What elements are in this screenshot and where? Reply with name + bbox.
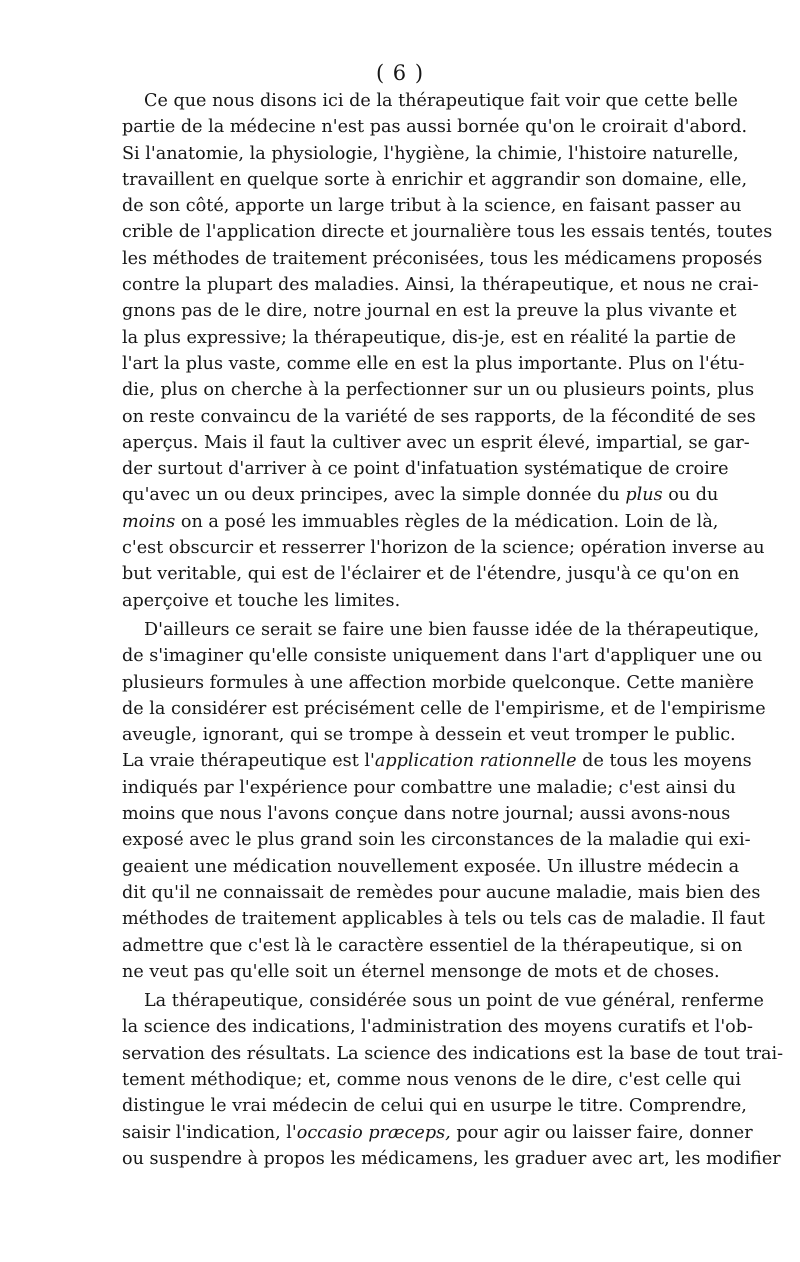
italic-phrase: application rationnelle — [374, 751, 577, 772]
text-body — [122, 88, 784, 1172]
text-line: ne veut pas qu'elle soit un éternel mensonge de mots et de choses. — [122, 961, 720, 982]
text-run: qu'avec un ou deux principes, avec la simple donnée du — [122, 485, 626, 506]
text-run: de tous les moyens — [576, 751, 752, 772]
text-line: de la considérer est précisément celle de l'empirisme, et de l'empirisme — [122, 698, 766, 719]
text-line: ou suspendre à propos les médicamens, les graduer avec art, les modifier — [122, 1148, 781, 1169]
text-line: l'art la plus vaste, comme elle en est la plus importante. Plus on l'étu- — [122, 353, 745, 374]
text-line: dit qu'il ne connaissait de remèdes pour aucune maladie, mais bien des — [122, 882, 761, 903]
italic-phrase: occasio præceps, — [296, 1122, 451, 1143]
text-line: on reste convaincu de la variété de ses rapports, de la fécondité de ses — [122, 406, 756, 427]
text-line: crible de l'application directe et journalière tous les essais tentés, toutes — [122, 222, 773, 243]
text-line: La thérapeutique, considérée sous un point de vue général, renferme — [144, 991, 764, 1012]
text-line: servation des résultats. La science des indications est la base de tout trai- — [122, 1043, 784, 1064]
text-line: c'est obscurcir et resserrer l'horizon de la science; opération inverse au — [122, 538, 765, 559]
page-number: ( 6 ) — [375, 61, 425, 85]
text-line: de s'imaginer qu'elle consiste uniquement dans l'art d'appliquer une ou — [122, 646, 763, 667]
text-line: méthodes de traitement applicables à tels ou tels cas de maladie. Il faut — [122, 909, 765, 930]
italic-word-moins: moins — [122, 511, 176, 532]
text-line: distingue le vrai médecin de celui qui en usurpe le titre. Comprendre, — [122, 1096, 747, 1117]
text-line: travaillent en quelque sorte à enrichir et aggrandir son domaine, elle, — [122, 169, 748, 190]
italic-word-plus: plus — [625, 485, 663, 506]
text-line: die, plus on cherche à la perfectionner sur un ou plusieurs points, plus — [122, 380, 755, 401]
text-line: exposé avec le plus grand soin les circonstances de la maladie qui exi- — [122, 830, 751, 851]
text-run: ou du — [662, 485, 719, 506]
text-line: admettre que c'est là le caractère essentiel de la thérapeutique, si on — [122, 935, 743, 956]
text-line: der surtout d'arriver à ce point d'infatuation systématique de croire — [122, 459, 729, 480]
text-run: pour agir ou laisser faire, donner — [450, 1122, 753, 1143]
text-line: geaient une médication nouvellement exposée. Un illustre médecin a — [122, 856, 740, 877]
text-line: les méthodes de traitement préconisées, tous les médicamens proposés — [122, 248, 763, 269]
text-line — [122, 482, 719, 508]
text-line — [122, 509, 719, 535]
text-line: de son côté, apporte un large tribut à la science, en faisant passer au — [122, 196, 742, 217]
text-line: aveugle, ignorant, qui se trompe à dessein et veut tromper le public. — [122, 725, 736, 746]
text-line — [122, 748, 752, 774]
text-line: but veritable, qui est de l'éclairer et de l'étendre, jusqu'à ce qu'on en — [122, 564, 740, 585]
text-run: La vraie thérapeutique est l' — [122, 751, 375, 772]
text-line: gnons pas de le dire, notre journal en est la preuve la plus vivante et — [122, 301, 737, 322]
text-line: indiqués par l'expérience pour combattre une maladie; c'est ainsi du — [122, 777, 736, 798]
text-line: plusieurs formules à une affection morbide quelconque. Cette manière — [122, 672, 754, 693]
text-line — [122, 1120, 753, 1146]
text-line: D'ailleurs ce serait se faire une bien fausse idée de la thérapeutique, — [144, 619, 760, 640]
text-line: contre la plupart des maladies. Ainsi, la thérapeutique, et nous ne crai- — [122, 275, 759, 296]
text-line: aperçoive et touche les limites. — [122, 590, 401, 611]
text-line: la plus expressive; la thérapeutique, dis-je, est en réalité la partie de — [122, 327, 737, 348]
text-line: tement méthodique; et, comme nous venons de le dire, c'est celle qui — [122, 1069, 741, 1090]
text-line: la science des indications, l'administration des moyens curatifs et l'ob- — [122, 1017, 753, 1038]
text-line: partie de la médecine n'est pas aussi bornée qu'on le croirait d'abord. — [122, 117, 748, 138]
paragraph-3 — [122, 988, 784, 1172]
text-line: Si l'anatomie, la physiologie, l'hygiène, la chimie, l'histoire naturelle, — [122, 143, 739, 164]
text-run: saisir l'indication, l' — [122, 1122, 297, 1143]
paragraph-2 — [122, 617, 766, 985]
text-line: aperçus. Mais il faut la cultiver avec un esprit élevé, impartial, se gar- — [122, 432, 750, 453]
text-line: Ce que nous disons ici de la thérapeutique fait voir que cette belle — [144, 91, 738, 111]
paragraph-1 — [122, 88, 773, 614]
text-line: moins que nous l'avons conçue dans notre journal; aussi avons-nous — [122, 804, 731, 825]
text-run: on a posé les immuables règles de la médication. Loin de là, — [175, 511, 719, 532]
